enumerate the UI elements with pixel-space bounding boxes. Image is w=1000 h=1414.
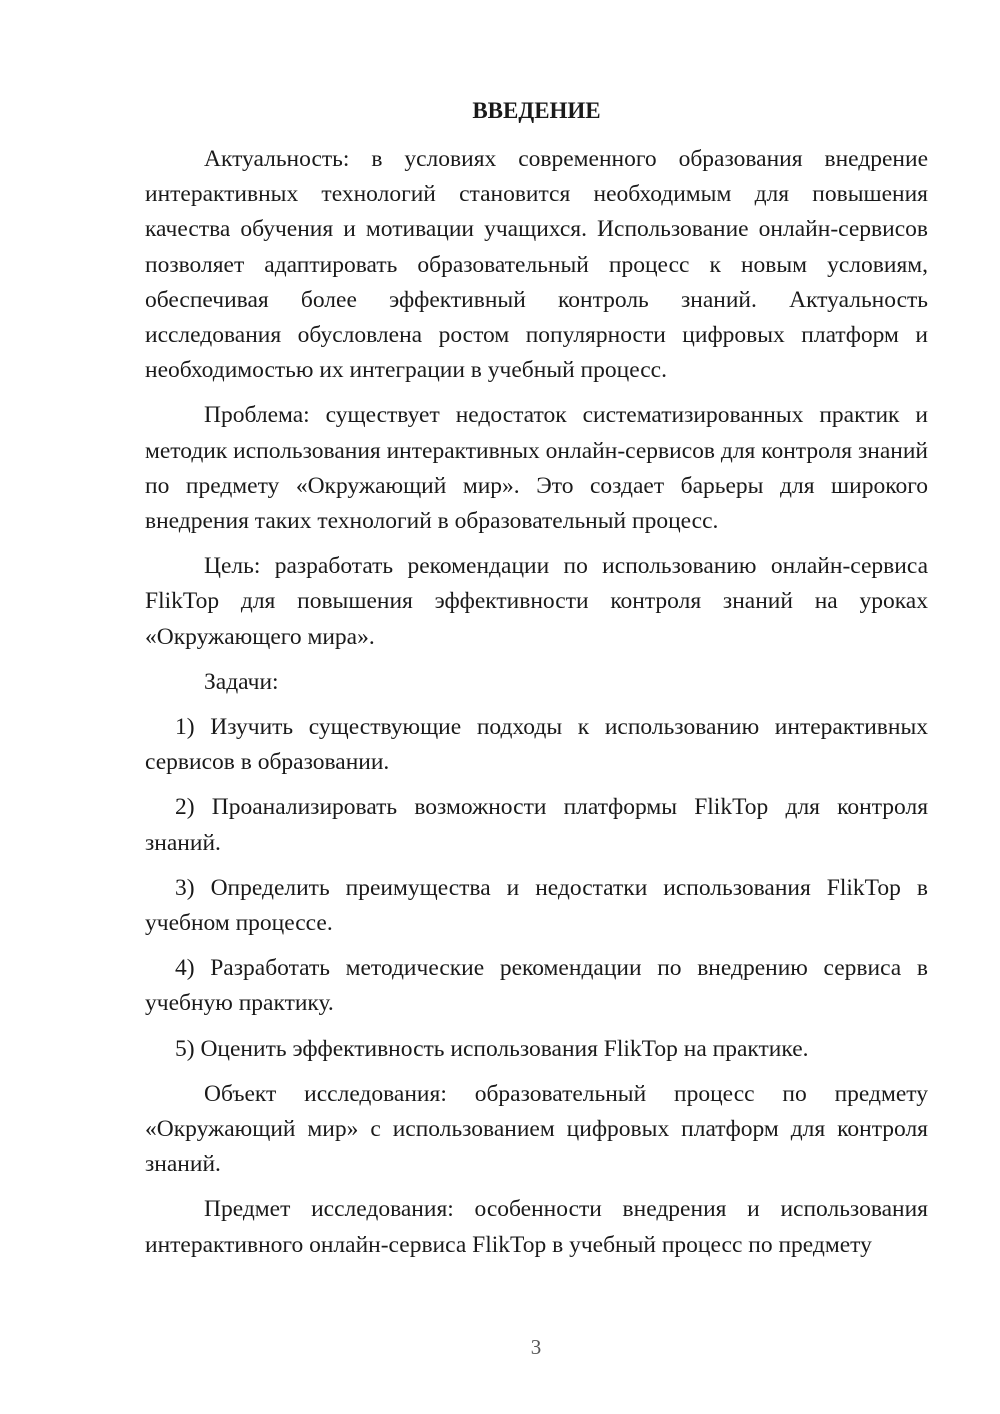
task-item-3: 3) Определить преимущества и недостатки использования FlikTop в учебном процессе.	[145, 874, 928, 937]
task-item-2: 2) Проанализировать возможности платформы FlikTop для контроля знаний.	[145, 794, 928, 856]
paragraph-relevance: Актуальность: в условиях современного образования внедрение интерактивных технологий становится необходимым для повышения качества обучения и мотивации учащихся. Использование онлайн-сервисов позволяет адаптировать образовательный процесс к новым условиям, обеспечивая более эффективный контроль знаний. Актуальность исследования обусловлена ростом популярности цифровых платформ и необходимостью их интеграции в учебный процесс.	[145, 146, 928, 384]
paragraph-subject: Предмет исследования: особенности внедрения и использования интерактивного онлайн-сервиса FlikTop в учебный процесс по предмету	[145, 1196, 928, 1258]
paragraph-object: Объект исследования: образовательный процесс по предмету «Окружающий мир» с использованием цифровых платформ для контроля знаний.	[145, 1080, 928, 1178]
paragraph-problem: Проблема: существует недостаток систематизированных практик и методик использования интерактивных онлайн-сервисов для контроля знаний по предмету «Окружающий мир». Это создает барьеры для широкого внедрения таких технологий в образовательный процесс.	[145, 402, 928, 535]
task-item-5: 5) Оценить эффективность использования FlikTop на практике.	[175, 1035, 809, 1062]
tasks-heading: Задачи:	[204, 668, 279, 695]
page-number: 3	[530, 1335, 542, 1359]
page-title: ВВЕДЕНИЕ	[472, 98, 601, 123]
task-item-1: 1) Изучить существующие подходы к использованию интерактивных сервисов в образовании.	[145, 714, 928, 776]
document-body	[145, 142, 928, 1263]
task-item-4: 4) Разработать методические рекомендации по внедрению сервиса в учебную практику.	[145, 955, 928, 1017]
paragraph-goal: Цель: разработать рекомендации по использованию онлайн-сервиса FlikTop для повышения эффективности контроля знаний на уроках «Окружающего мира».	[145, 553, 928, 650]
